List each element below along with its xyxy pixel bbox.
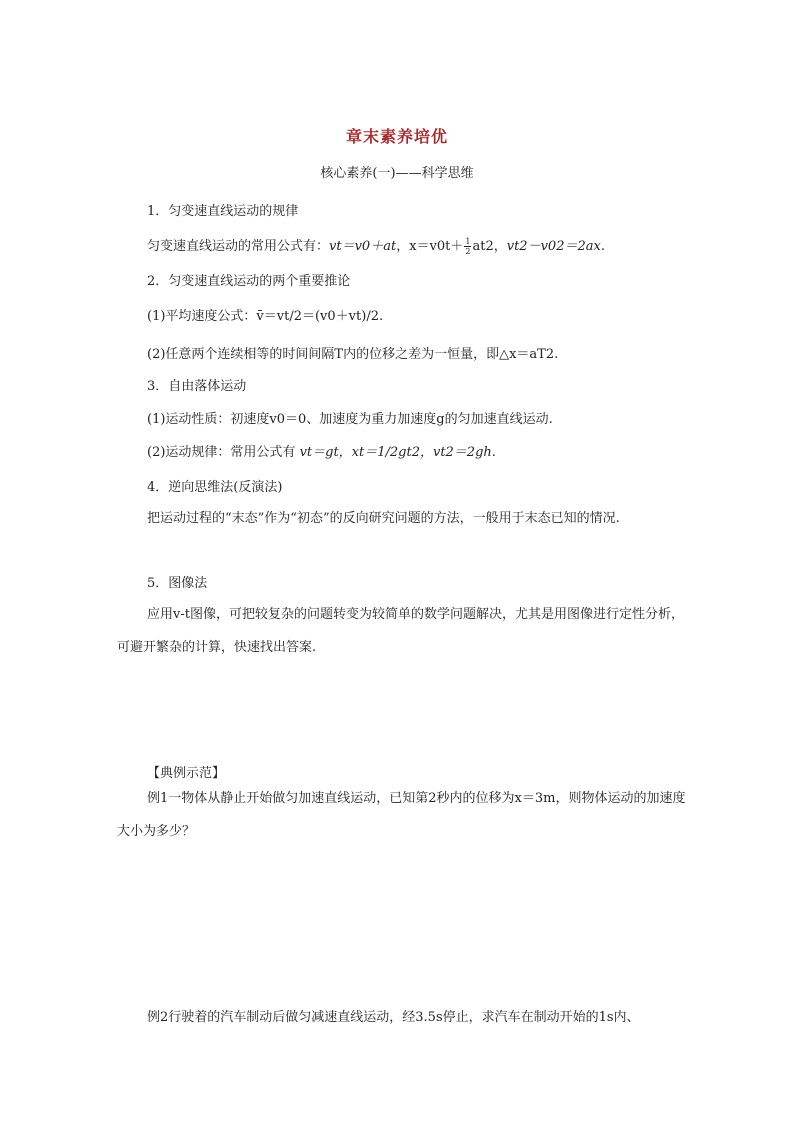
free-fall-formula: vt＝gt，xt＝1/2gt2，vt2＝2gh. [299,445,496,460]
average-velocity-formula: v̄＝vt/2＝(v0＋vt)/2. [256,309,384,324]
section-1-formula-line: 匀变速直线运动的常用公式有：vt＝v0＋at，x＝v0t＋ $\frac{1}{2}$ at2，vt2－v02＝2ax. [147,237,605,256]
section-2-item-2: (2)任意两个连续相等的时间间隔T内的位移之差为一恒量，即△x＝aT2. [147,347,559,362]
section-1-prefix: 匀变速直线运动的常用公式有： [147,239,330,254]
section-3-item-1: (1)运动性质：初速度v0＝0、加速度为重力加速度g的匀加速直线运动. [147,412,553,427]
section-3-item-2: (2)运动规律：常用公式有 vt＝gt，xt＝1/2gt2，vt2＝2gh. [147,445,496,460]
section-5-heading: 5．图像法 [147,576,208,591]
section-5-text: 应用v-t图像，可把较复杂的问题转变为较简单的数学问题解决，尤其是用图像进行定性分析，可避开繁杂的计算，快速找出答案. [117,607,684,655]
formula-x-left: x＝v0t＋ [409,239,464,254]
examples-heading: 【典例示范】 [147,766,226,781]
formula-x-right: at2 [472,239,494,254]
example-2: 例2行驶着的汽车制动后做匀减速直线运动，经3.5s停止，求汽车在制动开始的1s内、 [147,1010,640,1025]
formula-v-squared: vt2－v02＝2ax. [506,239,605,254]
section-2-heading: 2．匀变速直线运动的两个重要推论 [147,274,351,289]
page-title: 章末素养培优 [345,127,448,146]
half-fraction: $\frac{1}{2}$ [465,237,471,256]
section-4-text: 把运动过程的“末态”作为“初态”的反向研究问题的方法，一般用于末态已知的情况. [147,511,620,526]
formula-vt: vt＝v0＋at [329,239,397,254]
section-4-heading: 4．逆向思维法(反演法) [147,480,283,495]
example-1: 例1一物体从静止开始做匀加速直线运动，已知第2秒内的位移为x＝3m，则物体运动的加速度大小为多少？ [117,791,686,839]
section-1-heading: 1．匀变速直线运动的规律 [147,204,299,219]
section-3-heading: 3．自由落体运动 [147,379,247,394]
section-2-item-1: (1)平均速度公式：v̄＝vt/2＝(v0＋vt)/2. [147,309,384,324]
page-subtitle: 核心素养(一)——科学思维 [320,166,474,181]
